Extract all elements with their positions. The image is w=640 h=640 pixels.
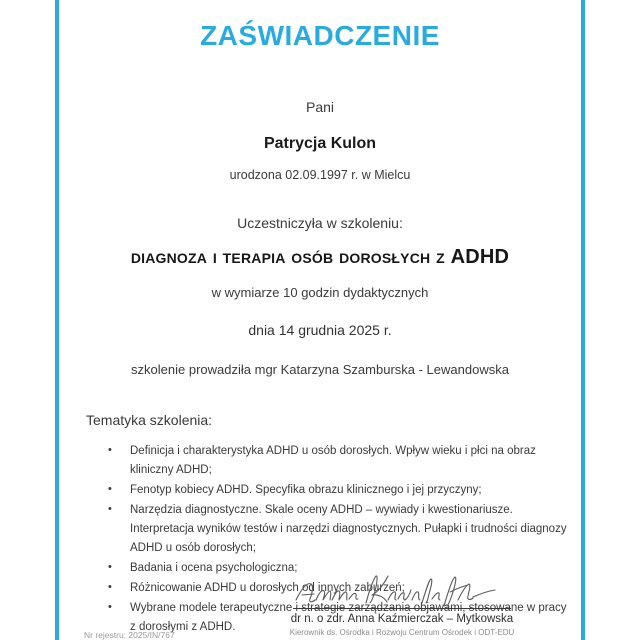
signature-block bbox=[286, 570, 518, 637]
participant-birth-line: urodzona 02.09.1997 r. w Mielcu bbox=[229, 167, 411, 182]
course-title bbox=[72, 246, 568, 269]
left-blue-rule bbox=[55, 0, 59, 640]
register-number: Nr rejestru: 2025/IN/767 bbox=[84, 630, 175, 640]
course-title-main: diagnoza i terapia osób dorosłych z bbox=[130, 245, 451, 268]
signatory-role: Kierownik ds. Ośrodka i Rozwoju Centrum Ośrodek i ODT-EDU bbox=[289, 628, 515, 637]
list-item: • Definicja i charakterystyka ADHD u osób dorosłych. Wpływ wieku i płci na obraz kliniczny ADHD; bbox=[128, 442, 568, 480]
course-date-line: dnia 14 grudnia 2025 r. bbox=[248, 321, 392, 338]
course-title-acronym: ADHD bbox=[450, 245, 510, 268]
course-hours-line: w wymiarze 10 godzin dydaktycznych bbox=[211, 284, 429, 300]
salutation-text: Pani bbox=[305, 98, 335, 115]
certificate-content bbox=[72, 0, 568, 640]
list-item: • Badania i ocena psychologiczna; bbox=[128, 559, 568, 578]
list-item: • Fenotyp kobiecy ADHD. Specyfika obrazu klinicznego i jej przyczyny; bbox=[128, 481, 568, 500]
list-item: • Wybrane modele terapeutyczne i strategie zarządzania objawami, stosowane w pracy z dorosłymi z ADHD. bbox=[128, 599, 568, 637]
page-title: ZAŚWIADCZENIE bbox=[200, 20, 440, 51]
signatory-name: dr n. o zdr. Anna Kaźmierczak – Mytkowska bbox=[290, 613, 514, 625]
trainer-line: szkolenie prowadziła mgr Katarzyna Szamburska - Lewandowska bbox=[131, 361, 509, 377]
attendance-statement: Uczestniczyła w szkoleniu: bbox=[237, 214, 403, 231]
right-blue-rule bbox=[581, 0, 585, 640]
handwritten-signature-icon bbox=[286, 570, 518, 608]
topics-heading: Tematyka szkolenia: bbox=[86, 411, 213, 428]
signature-underline bbox=[293, 608, 511, 609]
list-item: • Różnicowanie ADHD u dorosłych od innych zaburzeń; bbox=[128, 579, 568, 598]
participant-name: Patrycja Kulon bbox=[263, 134, 377, 152]
list-item: • Narzędzia diagnostyczne. Skale oceny ADHD – wywiady i kwestionariusze. Interpretacja wyników testów i narzędzi diagnostycznych. Pułapki i trudności diagnozy ADHD u osób dorosłych; bbox=[128, 501, 568, 558]
